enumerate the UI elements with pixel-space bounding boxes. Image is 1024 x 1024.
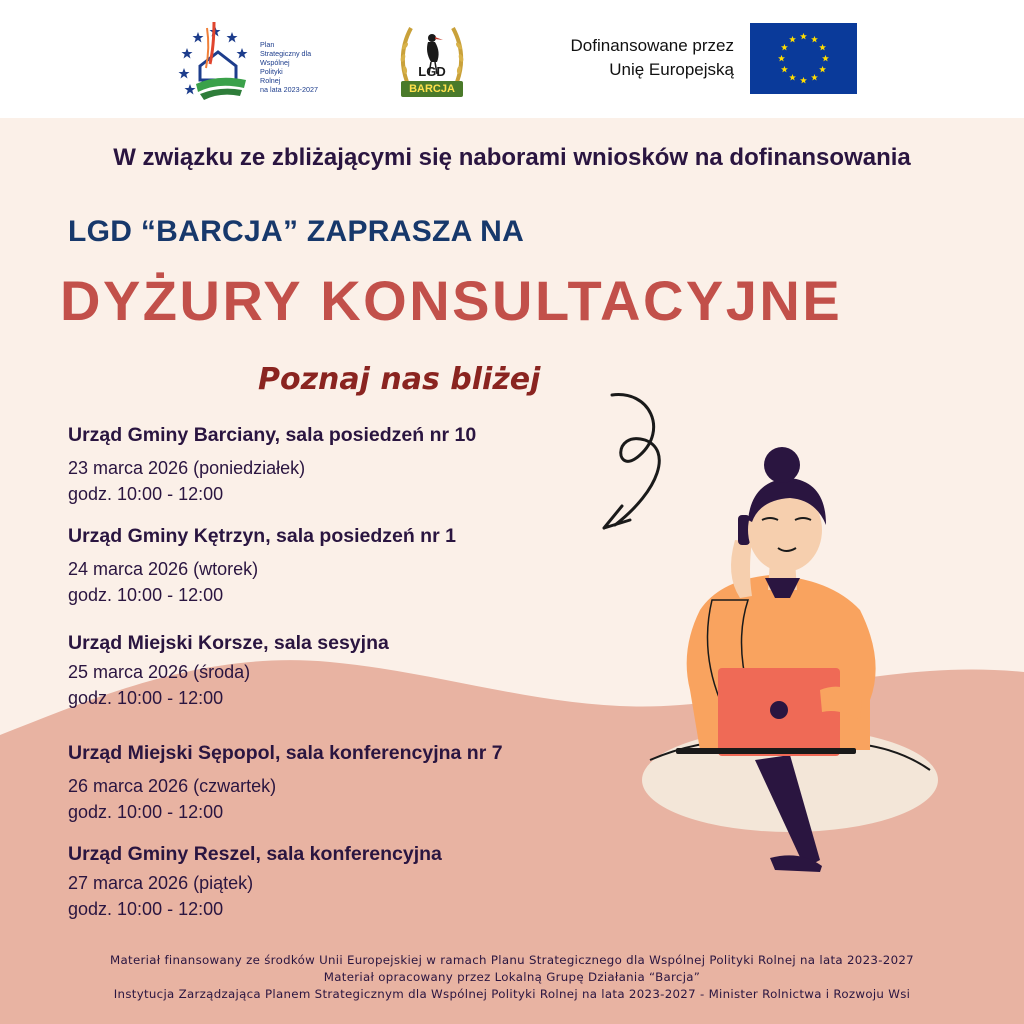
session-place: Urząd Gminy Reszel, sala konferencyjna (68, 843, 442, 865)
subtitle: W związku ze zbliżającymi się naborami wniosków na dofinansowania (113, 144, 911, 171)
plan-strategiczny-emblem-icon (170, 18, 260, 104)
session-item (68, 525, 628, 608)
session-place: Urząd Miejski Sępopol, sala konferencyjna nr 7 (68, 742, 503, 764)
eu-flag-icon (750, 23, 857, 94)
session-date: 23 marca 2026 (poniedziałek) (68, 458, 306, 478)
footer-line: Instytucja Zarządzająca Planem Strategicznym dla Wspólnej Polityki Rolnej na lata 2023-2027 - Minister Rolnictwa i Rozwoju Wsi (113, 987, 911, 1001)
headline: DYŻURY KONSULTACYJNE (60, 269, 843, 332)
session-date: 27 marca 2026 (piątek) (68, 873, 254, 893)
woman-laptop-illustration (590, 385, 950, 885)
session-item (68, 742, 628, 825)
session-place: Urząd Gminy Barciany, sala posiedzeń nr 10 (68, 424, 477, 446)
session-time: godz. 10:00 - 12:00 (68, 802, 224, 822)
tagline: Poznaj nas bliżej (258, 362, 541, 397)
session-time: godz. 10:00 - 12:00 (68, 899, 224, 919)
lgd-logo-top-text: LGD (418, 64, 446, 79)
footer-line: Materiał finansowany ze środków Unii Europejskiej w ramach Planu Strategicznego dla Wspólnej Polityki Rolnej na lata 2023-2027 (110, 953, 914, 967)
plan-strategiczny-text: Plan Strategiczny dla Wspólnej Polityki Rolnej na lata 2023-2027 (260, 40, 318, 94)
session-time: godz. 10:00 - 12:00 (68, 585, 224, 605)
session-item (68, 424, 628, 507)
session-date: 24 marca 2026 (wtorek) (68, 559, 259, 579)
session-place: Urząd Miejski Korsze, sala sesyjna (68, 632, 389, 654)
footer-line: Materiał opracowany przez Lokalną Grupę Działania “Barcja” (323, 970, 701, 984)
footer-notes (0, 952, 1024, 1003)
eu-cofinancing-text: Dofinansowane przez Unię Europejską (570, 36, 734, 79)
session-item (68, 632, 628, 711)
session-time: godz. 10:00 - 12:00 (68, 484, 224, 504)
lgd-logo-bottom-text: BARCJA (401, 81, 463, 97)
session-time: godz. 10:00 - 12:00 (68, 688, 224, 708)
lgd-barcja-logo (395, 18, 469, 100)
invitation-line: LGD “BARCJA” ZAPRASZA NA (68, 215, 525, 248)
plan-strategiczny-logo (170, 18, 330, 104)
session-place: Urząd Gminy Kętrzyn, sala posiedzeń nr 1 (68, 525, 456, 547)
session-date: 26 marca 2026 (czwartek) (68, 776, 277, 796)
session-date: 25 marca 2026 (środa) (68, 662, 251, 682)
session-item (68, 843, 628, 922)
curly-arrow-icon (612, 395, 659, 525)
